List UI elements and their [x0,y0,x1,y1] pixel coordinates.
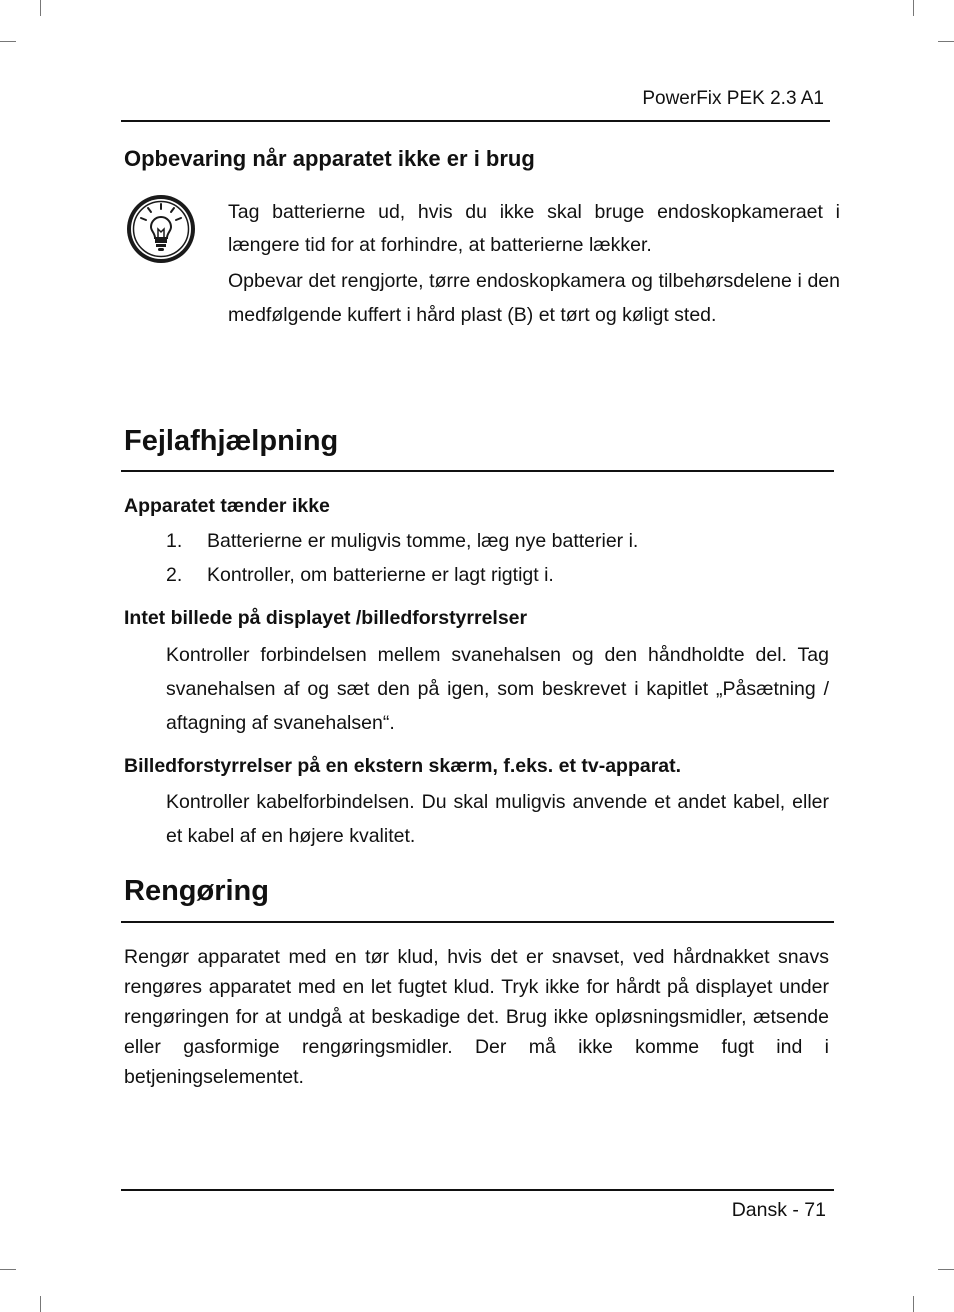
crop-mark [913,1296,914,1312]
crop-mark [913,0,914,16]
troubleshooting-rule [121,470,834,472]
storage-heading: Opbevaring når apparatet ikke er i brug [124,146,535,171]
list-item-number: 2. [166,564,183,586]
cleaning-text: Rengør apparatet med en tør klud, hvis det er snavset, ved hårdnakket snavs rengøres apparatet med en let fugtet klud. Tryk ikke for hårdt på displayet under rengøringen for at undgå at beskadige det. Brug ikke opløsningsmidler, ætsende eller gasformige rengøringsmidler. Der må ikke komme fugt ind i betjeningselementet. [124,946,829,1088]
section-title-no-power: Apparatet tænder ikke [124,495,330,517]
crop-mark [40,1296,41,1312]
crop-mark [0,41,16,42]
storage-paragraph-1: Tag batterierne ud, hvis du ikke skal bruge endoskopkameraet i længere tid for at forhindre, at batterierne lækker. [228,201,840,256]
list-item-text: Kontroller, om batterierne er lagt rigtigt i. [207,564,554,586]
lightbulb-tip-icon [125,193,197,265]
storage-paragraph-2: Opbevar det rengjorte, tørre endoskopkamera og tilbehørsdelene i den medfølgende kuffert i hård plast (B) et tørt og køligt sted. [228,270,840,326]
page-number: Dansk - 71 [731,1199,826,1221]
list-item-number: 1. [166,530,183,552]
troubleshooting-heading: Fejlafhjælpning [124,425,339,457]
list-item [166,564,826,590]
list-item-text: Batterierne er muligvis tomme, læg nye batterier i. [207,530,639,552]
section-text-external-screen: Kontroller kabelforbindelsen. Du skal muligvis anvende et andet kabel, eller et kabel af en højere kvalitet. [166,791,829,847]
crop-mark [40,0,41,16]
crop-mark [938,1269,954,1270]
section-text-no-image: Kontroller forbindelsen mellem svanehalsen og den håndholdte del. Tag svanehalsen af og sæt den på igen, som beskrevet i kapitlet „Påsætning / aftagning af svanehalsen“. [166,644,829,734]
cleaning-rule [121,921,834,923]
footer-rule [121,1189,834,1191]
list-item [166,530,826,556]
section-title-external-screen: Billedforstyrrelser på en ekstern skærm, f.eks. et tv-apparat. [124,755,682,777]
crop-mark [0,1269,16,1270]
header-title: PowerFix PEK 2.3 A1 [642,88,824,109]
crop-mark [938,41,954,42]
cleaning-heading: Rengøring [124,875,269,907]
header-rule [121,120,830,122]
section-title-no-image: Intet billede på displayet /billedforstyrrelser [124,607,528,629]
